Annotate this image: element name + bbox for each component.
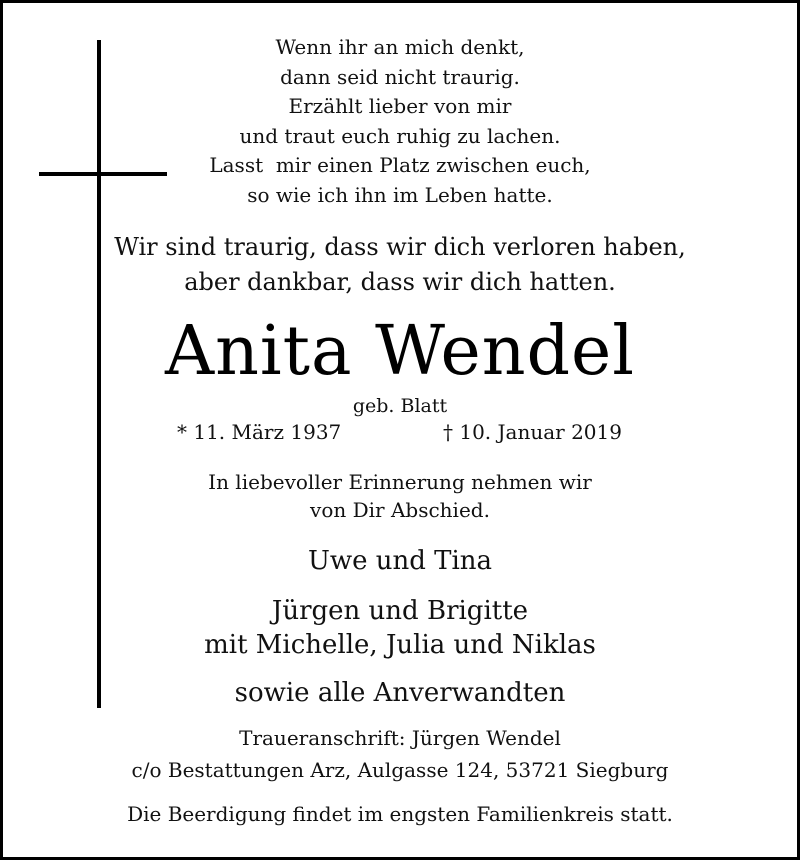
quote-line: Wir sind traurig, dass wir dich verloren haben, [114,233,686,261]
family-line: Jürgen und Brigitte [271,596,529,626]
funeral-note: Die Beerdigung findet im engsten Familienkreis statt. [127,802,673,826]
quote [3,230,797,300]
mourning-address [3,722,797,786]
poem-line: und traut euch ruhig zu lachen. [239,123,561,148]
family-group [3,594,797,662]
poem-line: Wenn ihr an mich denkt, [275,35,525,59]
remembrance-line: von Dir Abschied. [310,498,490,522]
notice-content [3,3,797,828]
poem-line: Erzählt lieber von mir [288,94,512,118]
family-group [3,676,797,710]
birth-date: * 11. März 1937 [177,420,342,444]
family-members [3,544,797,710]
family-line: Uwe und Tina [307,546,493,576]
family-line: sowie alle Anverwandten [234,678,566,708]
life-dates [3,418,797,448]
death-date: † 10. Januar 2019 [443,420,622,444]
poem-line: so wie ich ihn im Leben hatte. [247,182,553,207]
remembrance-text [3,468,797,524]
family-group [3,544,797,578]
address-line: c/o Bestattungen Arz, Aulgasse 124, 53721 Siegburg [131,758,669,782]
remembrance-line: In liebevoller Erinnerung nehmen wir [208,470,592,494]
birth-name: geb. Blatt [352,395,448,417]
deceased-name: Anita Wendel [164,312,636,391]
address-line: Traueranschrift: Jürgen Wendel [239,726,561,750]
poem [3,3,797,210]
poem-line: Lasst mir einen Platz zwischen euch, [209,153,591,177]
quote-line: aber dankbar, dass wir dich hatten. [184,268,616,296]
poem-line: dann seid nicht traurig. [280,64,520,89]
family-line: mit Michelle, Julia und Niklas [204,630,596,660]
